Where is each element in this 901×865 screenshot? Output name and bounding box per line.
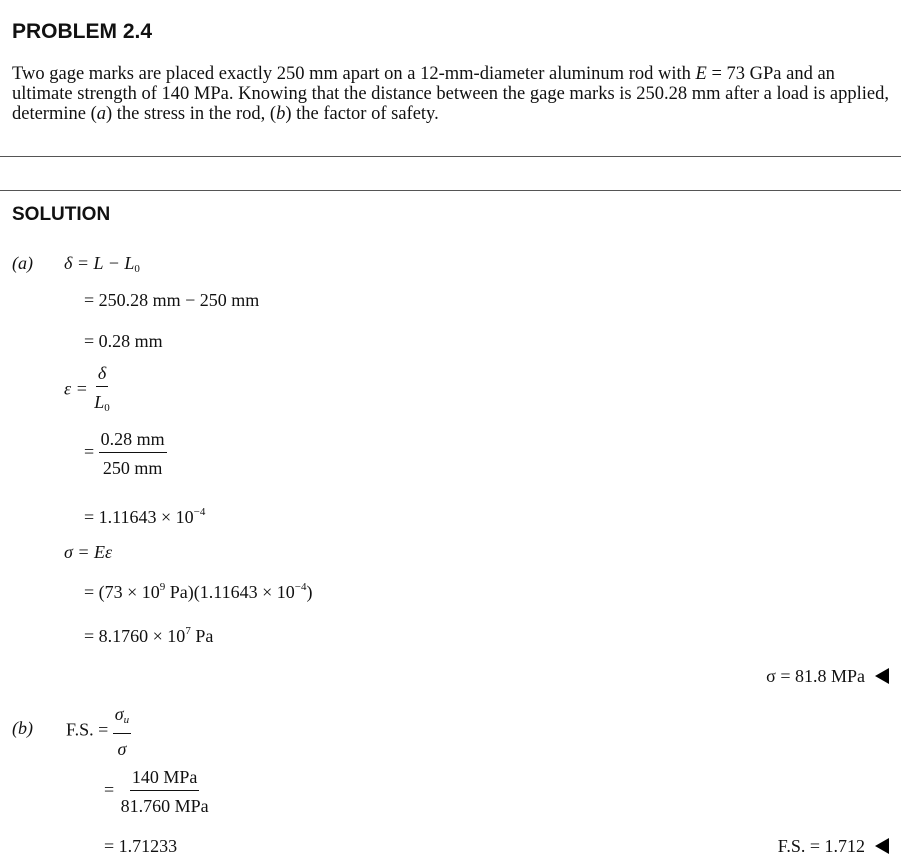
fs-denominator: σ — [117, 739, 127, 759]
stress-sub-p1: = (73 × 10 — [84, 582, 160, 602]
problem-text-var-b: b — [276, 104, 286, 124]
divider-top — [0, 156, 901, 157]
stress-value — [84, 625, 213, 647]
strain-sub-denominator: 250 mm — [102, 458, 163, 478]
strain-lhs: ε = — [64, 378, 88, 399]
problem-text-part: ) the stress in the rod, ( — [106, 104, 277, 124]
strain-fraction — [92, 362, 112, 419]
delta-rhs: = L − L — [72, 253, 135, 273]
strain-sub-fraction — [99, 428, 167, 479]
problem-statement — [12, 64, 892, 124]
part-a-label: (a) — [12, 253, 33, 273]
answer-a — [766, 666, 889, 687]
problem-text-var-a: a — [96, 104, 106, 124]
problem-title: PROBLEM 2.4 — [12, 20, 153, 43]
problem-text-part: ) the factor of safety. — [285, 104, 439, 124]
problem-text-part: = 73 GPa and an ultimate strength of 140 MPa. Knowing that the distance between the gage marks is 250.28 mm after a load is applied, determine ( — [12, 64, 889, 124]
delta-definition — [64, 253, 140, 275]
stress-sub-p3: ) — [306, 582, 313, 602]
delta-value: = 0.28 mm — [84, 331, 163, 351]
stress-substitution — [84, 581, 313, 603]
fs-fraction — [113, 703, 131, 760]
solution-title: SOLUTION — [12, 204, 111, 225]
strain-value-exponent: −4 — [193, 506, 206, 518]
answer-a-text: σ = 81.8 MPa — [766, 666, 865, 686]
fs-value: = 1.71233 — [104, 836, 178, 856]
strain-den-subscript: 0 — [104, 402, 110, 414]
fs-sub-numerator: 140 MPa — [130, 766, 200, 791]
stress-value-unit: Pa — [190, 626, 214, 646]
answer-marker-icon — [875, 838, 889, 854]
strain-substitution — [84, 428, 167, 479]
fs-definition — [66, 703, 131, 760]
part-b-label: (b) — [12, 718, 33, 738]
fs-num-sigma: σ — [114, 704, 124, 724]
answer-b — [778, 836, 889, 857]
fs-sub-equals: = — [104, 779, 115, 800]
problem-text-part: Two gage marks are placed exactly 250 mm apart on a 12-mm-diameter aluminum rod with — [12, 64, 696, 84]
divider-bottom — [0, 190, 901, 191]
stress-definition: σ = Eε — [64, 542, 113, 562]
fs-numerator — [113, 703, 131, 734]
fs-sub-fraction — [119, 766, 211, 817]
stress-sub-p2: Pa)(1.11643 × 10 — [165, 582, 295, 602]
fs-sub-denominator: 81.760 MPa — [120, 796, 209, 816]
fs-num-subscript: u — [123, 714, 130, 726]
delta-rhs-subscript: 0 — [134, 263, 140, 275]
stress-value-text: = 8.1760 × 10 — [84, 626, 186, 646]
fs-lhs: F.S. = — [66, 719, 109, 740]
strain-value-text: = 1.11643 × 10 — [84, 507, 194, 527]
strain-denominator — [92, 387, 112, 419]
stress-sub-exp2: −4 — [294, 581, 307, 593]
strain-sub-numerator: 0.28 mm — [99, 428, 167, 453]
stress-sub-exp1: 9 — [159, 581, 166, 593]
strain-definition — [64, 362, 112, 419]
answer-b-text: F.S. = 1.712 — [777, 836, 865, 856]
stress-value-exponent: 7 — [185, 625, 191, 637]
strain-den-var: L — [94, 392, 105, 412]
problem-text-var-E: E — [695, 64, 707, 84]
delta-substitution: = 250.28 mm − 250 mm — [84, 290, 260, 310]
answer-marker-icon — [875, 668, 889, 684]
fs-substitution — [104, 766, 211, 817]
delta-symbol: δ — [64, 253, 73, 273]
strain-numerator: δ — [96, 362, 108, 387]
strain-sub-equals: = — [84, 441, 95, 462]
strain-value — [84, 506, 205, 528]
